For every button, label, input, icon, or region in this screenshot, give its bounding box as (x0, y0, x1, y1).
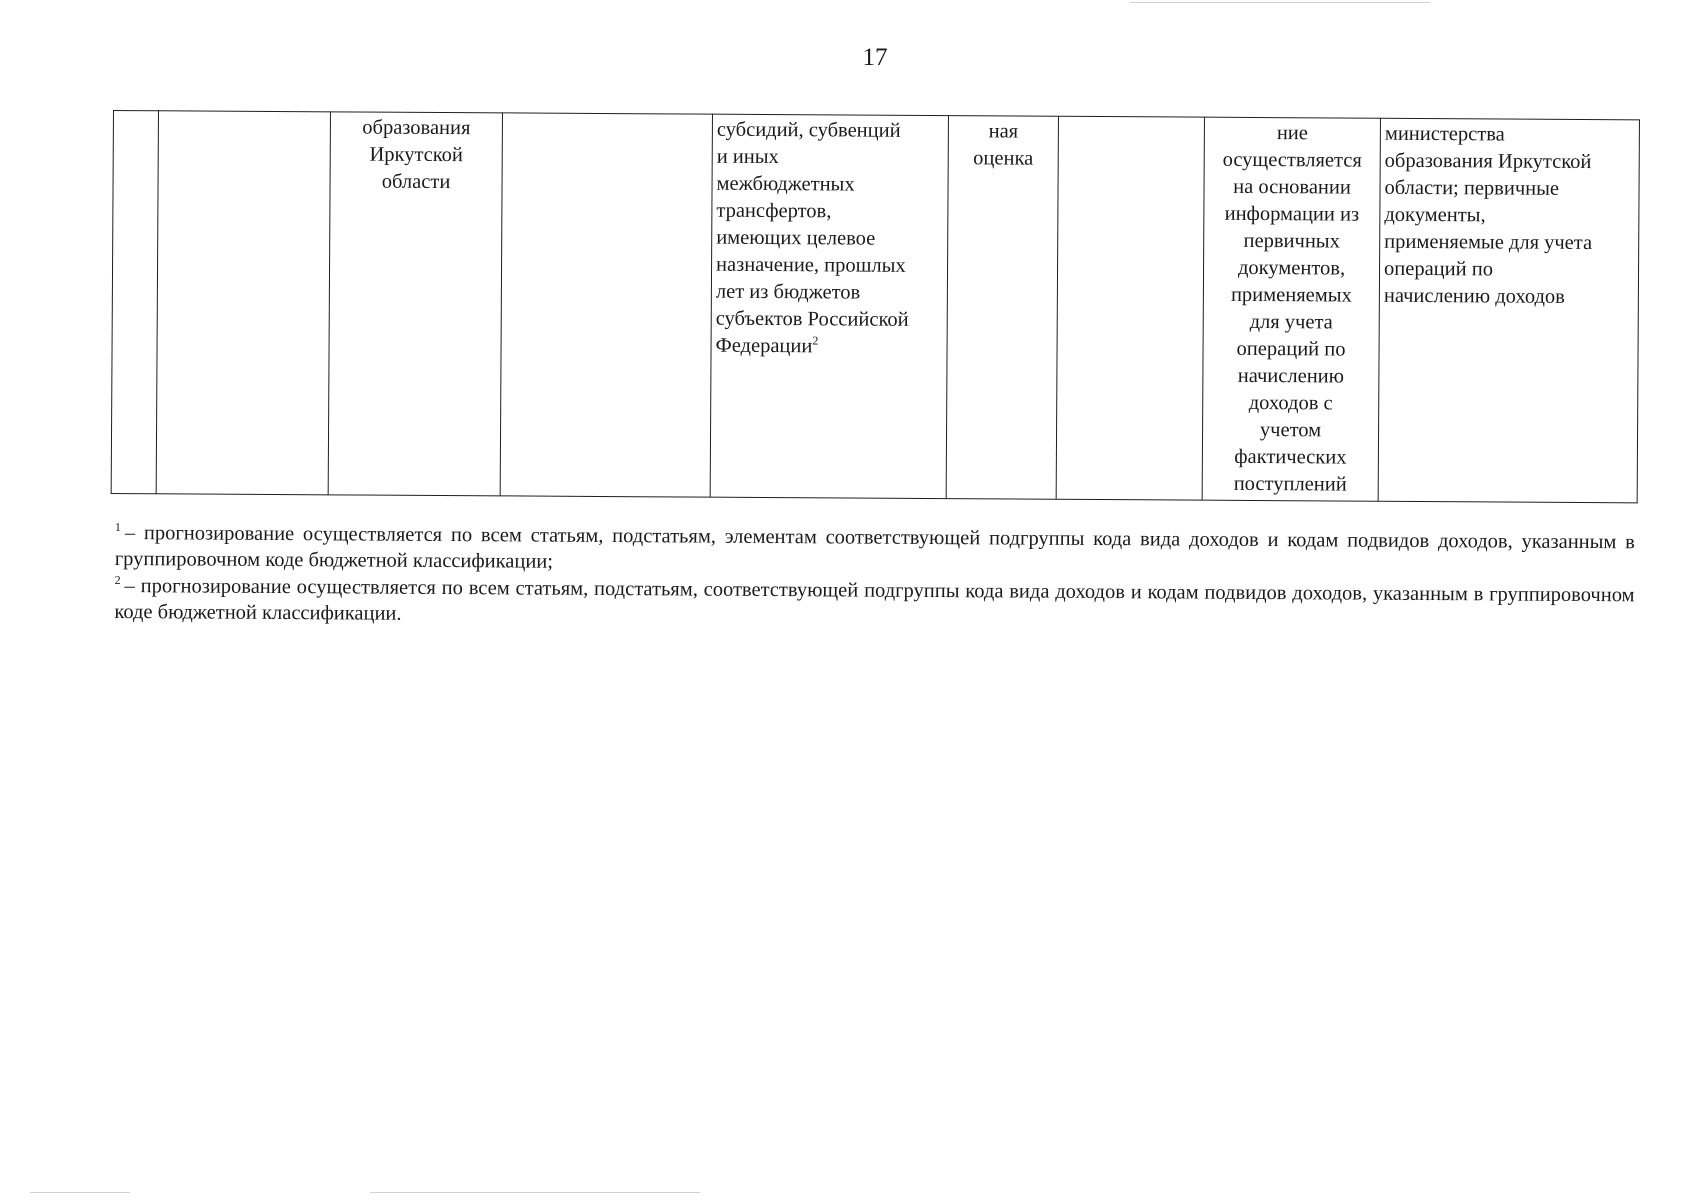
page-number: 17 (862, 44, 888, 71)
table-cell-col1 (111, 111, 158, 494)
footnote-ref-2: 2 (812, 333, 819, 348)
table-cell-revenue-name: субсидий, субвенций и иных межбюджетных трансфертов, имеющих целевое назначение, прошлых лет из бюджетов субъектов Российской Федерации$^2$ (710, 114, 948, 498)
scan-artifact (1130, 2, 1430, 3)
table-row (111, 111, 1639, 503)
footnote-text: – прогнозирование осуществляется по всем статьям, подстатьям, соответствующей подгруппы кода вида доходов и кодам подвидов доходов, указанным в группировочном коде бюджетной классификации. (114, 575, 1635, 625)
footnote-2 (114, 573, 1634, 634)
footnote-mark: 1 (114, 520, 121, 535)
table-cell-col2 (156, 111, 330, 495)
table-cell-calculation-description: ние осуществляется на основании информации из первичных документов, применяемых для учета операций по начислению доходов с учетом фактических поступлений (1202, 117, 1380, 501)
scan-artifact (30, 1192, 130, 1193)
continuation-table (111, 110, 1640, 503)
scan-artifact (370, 1192, 700, 1193)
footnote-text: – прогнозирование осуществляется по всем статьям, подстатьям, элементам соответствующей подгруппы кода вида доходов и кодам подвидов доходов, указанным в группировочном коде бюджетной классификации; (114, 522, 1635, 573)
table-cell-administrator: образования Иркутской области (328, 112, 502, 496)
footnotes (114, 520, 1635, 635)
table-cell-method: ная оценка (946, 116, 1058, 500)
footnote-1 (115, 520, 1635, 581)
footnote-mark: 2 (114, 572, 121, 588)
table-cell-data-source: министерства образования Иркутской области; первичные документы, применяемые для учета операций по начислению доходов (1378, 118, 1639, 503)
table-cell-col7 (1056, 116, 1204, 500)
table-cell-col4 (500, 113, 712, 497)
